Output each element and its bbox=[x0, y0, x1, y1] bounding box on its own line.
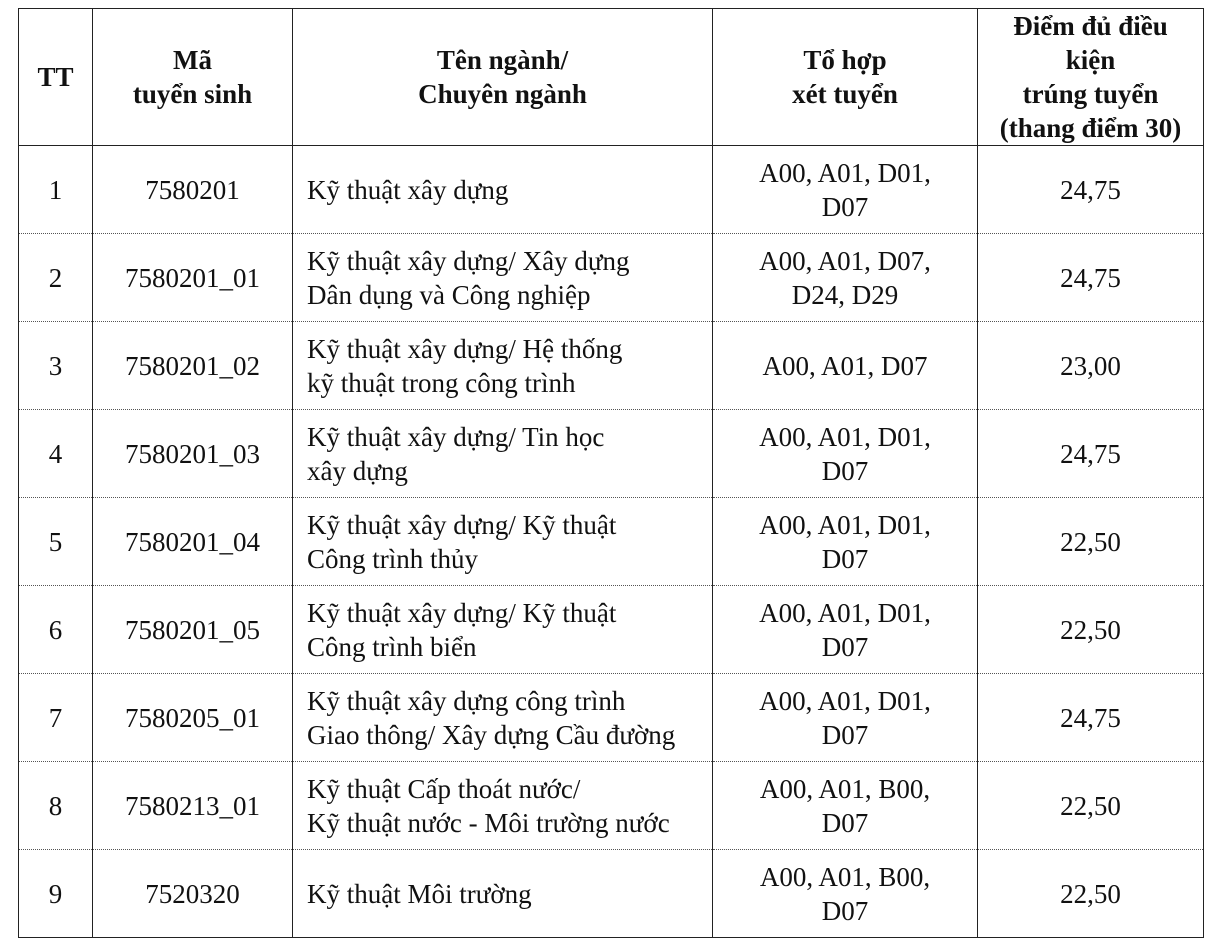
header-score: Điểm đủ điều kiện trúng tuyển (thang điểm 30) bbox=[978, 9, 1204, 146]
cell-tt: 7 bbox=[19, 674, 93, 762]
table-row bbox=[19, 234, 1204, 322]
admission-score-table bbox=[18, 8, 1204, 938]
cell-combo: A00, A01, D01, D07 bbox=[713, 498, 978, 586]
cell-tt: 4 bbox=[19, 410, 93, 498]
table-row bbox=[19, 410, 1204, 498]
header-code: Mã tuyển sinh bbox=[93, 9, 293, 146]
cell-score: 24,75 bbox=[978, 146, 1204, 234]
table-row bbox=[19, 498, 1204, 586]
cell-code: 7580201 bbox=[93, 146, 293, 234]
cell-combo: A00, A01, D01, D07 bbox=[713, 146, 978, 234]
header-combo: Tổ hợp xét tuyển bbox=[713, 9, 978, 146]
cell-tt: 6 bbox=[19, 586, 93, 674]
table-row bbox=[19, 146, 1204, 234]
cell-name: Kỹ thuật xây dựng/ Xây dựng Dân dụng và Công nghiệp bbox=[293, 234, 713, 322]
table-row bbox=[19, 850, 1204, 938]
cell-tt: 5 bbox=[19, 498, 93, 586]
cell-name: Kỹ thuật xây dựng/ Kỹ thuật Công trình biển bbox=[293, 586, 713, 674]
admission-table-container bbox=[18, 8, 1204, 938]
cell-name: Kỹ thuật Môi trường bbox=[293, 850, 713, 938]
table-row bbox=[19, 586, 1204, 674]
cell-combo: A00, A01, B00, D07 bbox=[713, 850, 978, 938]
table-body bbox=[19, 146, 1204, 938]
cell-score: 24,75 bbox=[978, 234, 1204, 322]
cell-name: Kỹ thuật xây dựng công trình Giao thông/ Xây dựng Cầu đường bbox=[293, 674, 713, 762]
cell-code: 7580213_01 bbox=[93, 762, 293, 850]
cell-code: 7580201_05 bbox=[93, 586, 293, 674]
cell-name: Kỹ thuật xây dựng/ Kỹ thuật Công trình thủy bbox=[293, 498, 713, 586]
cell-code: 7580201_04 bbox=[93, 498, 293, 586]
table-header bbox=[19, 9, 1204, 146]
cell-score: 22,50 bbox=[978, 762, 1204, 850]
cell-code: 7580205_01 bbox=[93, 674, 293, 762]
cell-combo: A00, A01, B00, D07 bbox=[713, 762, 978, 850]
cell-score: 22,50 bbox=[978, 850, 1204, 938]
cell-code: 7580201_01 bbox=[93, 234, 293, 322]
cell-tt: 1 bbox=[19, 146, 93, 234]
cell-code: 7580201_02 bbox=[93, 322, 293, 410]
cell-tt: 3 bbox=[19, 322, 93, 410]
table-row bbox=[19, 762, 1204, 850]
cell-tt: 8 bbox=[19, 762, 93, 850]
cell-name: Kỹ thuật xây dựng bbox=[293, 146, 713, 234]
table-row bbox=[19, 322, 1204, 410]
cell-tt: 9 bbox=[19, 850, 93, 938]
cell-name: Kỹ thuật xây dựng/ Hệ thống kỹ thuật trong công trình bbox=[293, 322, 713, 410]
cell-name: Kỹ thuật xây dựng/ Tin học xây dựng bbox=[293, 410, 713, 498]
cell-score: 23,00 bbox=[978, 322, 1204, 410]
header-row bbox=[19, 9, 1204, 146]
cell-score: 22,50 bbox=[978, 498, 1204, 586]
cell-code: 7580201_03 bbox=[93, 410, 293, 498]
cell-tt: 2 bbox=[19, 234, 93, 322]
table-row bbox=[19, 674, 1204, 762]
cell-combo: A00, A01, D01, D07 bbox=[713, 674, 978, 762]
cell-name: Kỹ thuật Cấp thoát nước/ Kỹ thuật nước - Môi trường nước bbox=[293, 762, 713, 850]
cell-combo: A00, A01, D01, D07 bbox=[713, 410, 978, 498]
cell-score: 24,75 bbox=[978, 674, 1204, 762]
cell-score: 24,75 bbox=[978, 410, 1204, 498]
cell-code: 7520320 bbox=[93, 850, 293, 938]
cell-combo: A00, A01, D07, D24, D29 bbox=[713, 234, 978, 322]
cell-score: 22,50 bbox=[978, 586, 1204, 674]
header-tt: TT bbox=[19, 9, 93, 146]
header-name: Tên ngành/ Chuyên ngành bbox=[293, 9, 713, 146]
cell-combo: A00, A01, D07 bbox=[713, 322, 978, 410]
cell-combo: A00, A01, D01, D07 bbox=[713, 586, 978, 674]
